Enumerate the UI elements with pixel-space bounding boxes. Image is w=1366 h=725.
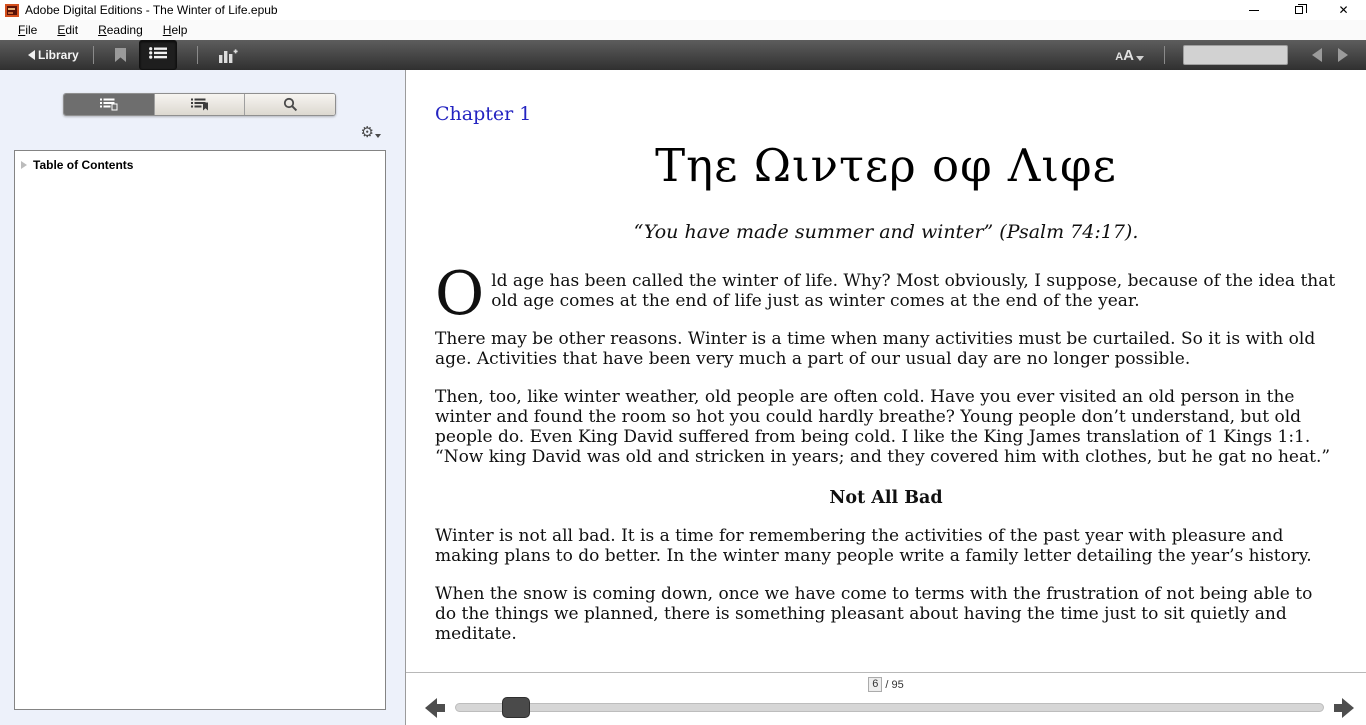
title-bar bbox=[0, 0, 1366, 20]
arrow-right-icon bbox=[1342, 698, 1354, 718]
chevron-down-icon bbox=[1136, 56, 1144, 61]
paragraph: There may be other reasons. Winter is a time when many activities must be curtailed. So it is with old age. Activities that have been very much a part of our usual day are no longer possible. bbox=[435, 329, 1316, 369]
app-logo-icon bbox=[5, 4, 19, 17]
book-title: Τηε Ωιντερ οφ Λιφε bbox=[655, 139, 1117, 192]
tab-table-of-contents[interactable] bbox=[64, 94, 155, 115]
toc-view-button[interactable] bbox=[139, 40, 177, 70]
expander-triangle-icon[interactable] bbox=[21, 161, 27, 169]
slider-next-button[interactable] bbox=[1334, 698, 1354, 718]
sidebar bbox=[0, 70, 406, 725]
arrow-left-icon bbox=[425, 698, 437, 718]
main-area bbox=[0, 70, 1366, 725]
page-number-input[interactable]: 6 bbox=[868, 677, 882, 692]
toolbar-divider bbox=[93, 46, 94, 64]
menu-bar bbox=[0, 20, 1366, 40]
contents-list-icon bbox=[100, 98, 118, 111]
toc-list-icon bbox=[149, 47, 167, 59]
search-input[interactable] bbox=[1183, 45, 1288, 65]
section-heading: Not All Bad bbox=[829, 488, 943, 508]
slider-prev-button[interactable] bbox=[425, 698, 445, 718]
bookmark-button[interactable] bbox=[108, 47, 133, 63]
previous-page-button[interactable] bbox=[1312, 48, 1322, 62]
library-button-label: Library bbox=[38, 48, 79, 62]
page-slider-track[interactable] bbox=[455, 703, 1324, 712]
close-icon: ✕ bbox=[1338, 3, 1349, 17]
toc-root-label: Table of Contents bbox=[33, 158, 134, 172]
bottom-bar bbox=[406, 672, 1366, 725]
tab-bookmarks[interactable] bbox=[155, 94, 246, 115]
toc-root-node[interactable] bbox=[15, 151, 385, 172]
paragraph: Then, too, like winter weather, old people are often cold. Have you ever visited an old person in the winter and found the room so hot you could hardly breathe? Young people don’t understand, but old people do. Even King David suffered from being cold. I like the King James translation of 1 Kings 1:1. “Now king David was old and stricken in years; and they covered him with clothes, but he gat no heat.” bbox=[435, 387, 1331, 467]
paragraph: When the snow is coming down, once we have come to terms with the frustration of not being able to do the things we planned, there is something pleasant about having the time just to sit quietly and meditate. bbox=[435, 584, 1313, 644]
chevron-down-icon bbox=[375, 134, 381, 138]
search-icon bbox=[283, 97, 298, 112]
page-content bbox=[406, 70, 1366, 672]
restore-button[interactable] bbox=[1276, 0, 1321, 20]
window-controls bbox=[1231, 0, 1366, 20]
page-indicator bbox=[406, 673, 1366, 696]
restore-icon bbox=[1295, 6, 1303, 14]
close-button[interactable] bbox=[1321, 0, 1366, 20]
paragraph: Old age has been called the winter of life. Why? Most obviously, I suppose, because of the idea that old age comes at the end of life just as winter comes at the end of the year. bbox=[435, 259, 1336, 329]
toolbar-divider bbox=[1164, 46, 1165, 64]
menu-edit[interactable]: Edit bbox=[57, 23, 79, 37]
toolbar-divider bbox=[197, 46, 198, 64]
minimize-button[interactable] bbox=[1231, 0, 1276, 20]
font-size-icon: A bbox=[1115, 50, 1124, 63]
minimize-icon bbox=[1249, 10, 1259, 11]
options-button[interactable] bbox=[361, 125, 381, 140]
chapter-link[interactable]: Chapter 1 bbox=[435, 103, 532, 125]
sidebar-tab-bar bbox=[63, 93, 336, 116]
bookmarks-list-icon bbox=[191, 98, 209, 111]
gear-icon: ⚙ bbox=[360, 123, 374, 141]
page-slider-thumb[interactable] bbox=[502, 697, 530, 718]
page-total-label: / 95 bbox=[885, 678, 904, 691]
library-button[interactable] bbox=[28, 48, 79, 62]
reading-stats-icon bbox=[218, 48, 238, 63]
bookmark-icon bbox=[114, 47, 127, 63]
toolbar-right-group bbox=[1115, 45, 1354, 65]
dropcap: O bbox=[435, 259, 485, 329]
page-slider-row bbox=[406, 696, 1366, 725]
window-title: Adobe Digital Editions - The Winter of Life.epub bbox=[25, 3, 278, 17]
toc-panel bbox=[14, 150, 386, 710]
back-arrow-icon bbox=[28, 50, 35, 60]
reading-pane bbox=[406, 70, 1366, 725]
tab-search[interactable] bbox=[245, 94, 335, 115]
reading-stats-button[interactable] bbox=[212, 48, 244, 63]
menu-reading[interactable]: Reading bbox=[98, 23, 143, 37]
next-page-button[interactable] bbox=[1338, 48, 1348, 62]
font-size-button[interactable]: A A bbox=[1115, 48, 1144, 63]
menu-help[interactable]: Help bbox=[162, 23, 188, 37]
epigraph: “You have made summer and winter” (Psalm 74:17). bbox=[633, 221, 1139, 243]
paragraph: Winter is not all bad. It is a time for remembering the activities of the past year with pleasure and making plans to do better. In the winter many people write a family letter detailing the year’s history. bbox=[435, 526, 1312, 566]
menu-file[interactable]: File bbox=[18, 23, 38, 37]
toolbar bbox=[0, 40, 1366, 70]
